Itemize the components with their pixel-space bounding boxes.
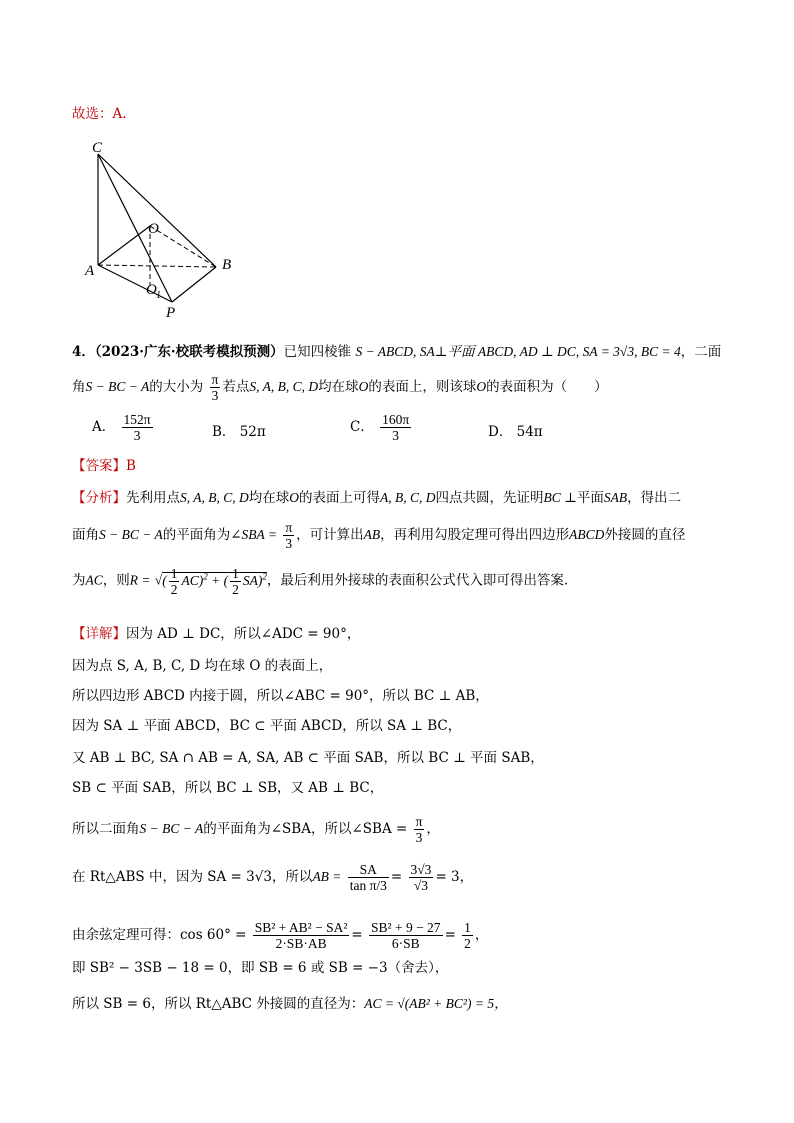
option-c[interactable]: C． $\frac{160\pi}{3}$: [350, 412, 410, 443]
detail-line-5: 又 AB ⊥ BC, SA ∩ AB = A, SA, AB ⊂ 平面 SAB，所以 BC ⊥ 平面 SAB，: [72, 750, 544, 766]
edge-CB: [98, 154, 216, 267]
edge-AB: [98, 265, 216, 267]
label-C: C: [92, 140, 103, 156]
analysis-line-2: 面角S − BC − A的平面角为∠SBA = $\frac{\pi}{3}$ ，可计算出AB，再利用勾股定理可得出四边形ABCD外接圆的直径: [72, 520, 686, 551]
edge-CP: [98, 154, 172, 302]
option-a[interactable]: A． $\frac{152\pi}{3}$: [92, 412, 151, 443]
fraction-pi-over-3: $\frac{\pi}{3}$: [211, 372, 219, 403]
question-line-2: 角S − BC − A的大小为 $\frac{\pi}{3}$ 若点S, A, B, C, D均在球O的表面上，则该球O的表面积为（ ）: [72, 372, 608, 403]
detail-line-7: 所以二面角S − BC − A的平面角为∠SBA，所以∠SBA = $\frac{\pi}{3}$ ，: [72, 814, 440, 845]
detail-line-1: 【详解】因为 AD ⊥ DC，所以∠ADC = 90°，: [72, 626, 361, 642]
pyramid-figure: [82, 138, 282, 323]
answer-line: 【答案】B: [72, 458, 136, 474]
label-A: A: [85, 263, 95, 279]
detail-line-4: 因为 SA ⊥ 平面 ABCD，BC ⊂ 平面 ABCD，所以 SA ⊥ BC，: [72, 718, 462, 734]
analysis-line-3: 为AC，则R = √( $\frac{1}{2}$ AC)$^2$ + ( $\frac{1}{2}$ SA)$^2$，最后利用外接球的表面积公式代入即可得出答案.: [72, 566, 569, 597]
detail-line-9: 由余弦定理可得：cos 60° = $\frac{\text{SB² + AB² − SA²}}{2\cdot SB\cdot AB}$ = $\frac{\text{SB² + 9 − 27}}{6\cdot SB}$ = $\frac{1}{2}$ ，: [72, 920, 489, 951]
edge-OB: [150, 226, 216, 267]
detail-line-8: 在 Rt△ABS 中，因为 SA = 3√3，所以AB = $\frac{SA}{\text{tan π/3}}$ = $\frac{3√3}{√3}$ = 3，: [72, 862, 474, 893]
label-O: O: [148, 221, 159, 237]
detail-line-11: 所以 SB = 6，所以 Rt△ABC 外接圆的直径为：AC = √(AB² + BC²) = 5，: [72, 996, 508, 1012]
label-P: P: [166, 305, 176, 321]
question-line-1: 4．（2023·广东·校联考模拟预测）已知四棱锥 S − ABCD, SA⊥平面 ABCD, AD ⊥ DC, SA = 3√3, BC = 4，二面: [72, 344, 722, 360]
radius-formula: √( $\frac{1}{2}$ AC)$^2$ + ( $\frac{1}{2}$ SA)$^2$: [154, 566, 267, 597]
option-b[interactable]: B． 52π: [212, 424, 266, 440]
detail-line-3: 所以四边形 ABCD 内接于圆，所以∠ABC = 90°，所以 BC ⊥ AB，: [72, 688, 489, 704]
option-d[interactable]: D． 54π: [488, 424, 543, 440]
detail-line-2: 因为点 S, A, B, C, D 均在球 O 的表面上，: [72, 658, 333, 674]
analysis-line-1: 【分析】先利用点S, A, B, C, D均在球O的表面上可得A, B, C, D四点共圆，先证明BC ⊥平面SAB，得出二: [72, 490, 682, 506]
edge-BP: [172, 267, 216, 302]
label-O1: O: [146, 282, 157, 298]
previous-answer: 故选：A.: [72, 106, 127, 122]
edge-AO: [98, 226, 150, 265]
label-B: B: [222, 257, 232, 273]
detail-line-10: 即 SB² − 3SB − 18 = 0，即 SB = 6 或 SB = −3（舍去），: [72, 960, 449, 976]
label-O1-subscript: 1: [156, 290, 161, 301]
options-row: [92, 412, 692, 446]
detail-line-6: SB ⊂ 平面 SAB，所以 BC ⊥ SB，又 AB ⊥ BC，: [72, 780, 384, 796]
